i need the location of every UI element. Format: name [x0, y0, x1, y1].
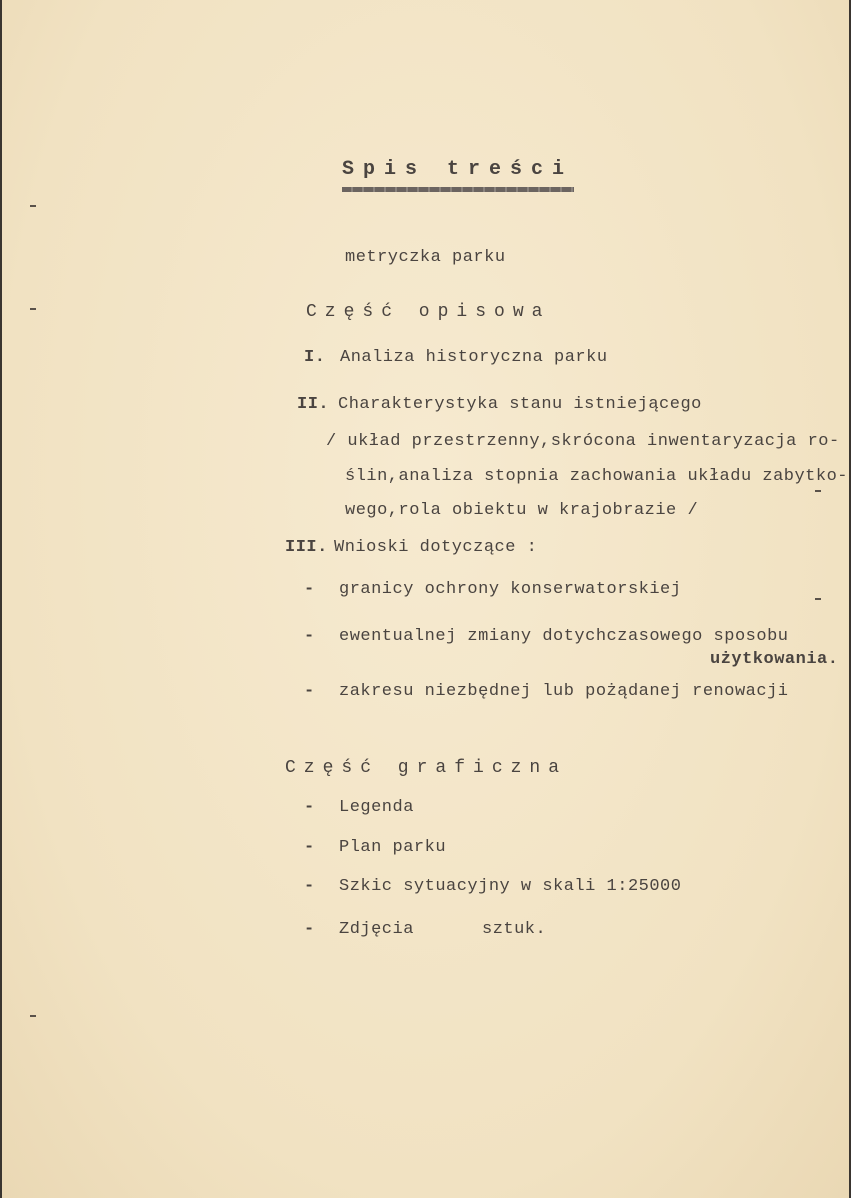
conclusion-item-2-line-2: użytkowania.: [710, 650, 839, 669]
conclusion-item-2-line-1: ewentualnej zmiany dotychczasowego sposobu: [339, 627, 789, 646]
margin-mark: [30, 1015, 36, 1017]
bullet: -: [304, 877, 315, 896]
margin-mark: [30, 205, 36, 207]
margin-mark: [815, 598, 821, 600]
conclusion-item-1: granicy ochrony konserwatorskiej: [339, 580, 682, 599]
title-underline: [342, 187, 574, 192]
item-2-sub-line-2: ślin,analiza stopnia zachowania układu zabytko-: [345, 467, 848, 486]
graphic-item-sketch: Szkic sytuacyjny w skali 1:25000: [339, 877, 682, 896]
bullet: -: [304, 580, 315, 599]
item-2-sub-line-1: / układ przestrzenny,skrócona inwentaryzacja ro-: [326, 432, 840, 451]
conclusion-item-3: zakresu niezbędnej lub pożądanej renowacji: [339, 682, 789, 701]
bullet: -: [304, 682, 315, 701]
item-2-sub-line-3: wego,rola obiektu w krajobrazie /: [345, 501, 699, 520]
item-text-3: Wnioski dotyczące :: [334, 538, 538, 557]
graphic-item-plan: Plan parku: [339, 838, 447, 857]
section-heading-descriptive: Część opisowa: [306, 302, 551, 322]
item-text-1: Analiza historyczna parku: [340, 348, 608, 367]
section-heading-graphic: Część graficzna: [285, 758, 568, 778]
page-title: Spis treści: [342, 158, 574, 181]
item-number-2: II.: [297, 395, 330, 414]
bullet: -: [304, 838, 315, 857]
margin-mark: [30, 308, 36, 310]
bullet: -: [304, 798, 315, 817]
bullet: -: [304, 627, 315, 646]
item-number-3: III.: [285, 538, 328, 557]
graphic-item-legend: Legenda: [339, 798, 414, 817]
item-text-2: Charakterystyka stanu istniejącego: [338, 395, 702, 414]
graphic-item-photos-count: sztuk.: [482, 920, 547, 939]
graphic-item-photos: Zdjęcia: [339, 920, 414, 939]
entry-metryczka: metryczka parku: [345, 248, 506, 267]
bullet: -: [304, 920, 315, 939]
margin-mark: [815, 490, 821, 492]
page-edge-left: [0, 0, 2, 1198]
item-number-1: I.: [304, 348, 326, 367]
